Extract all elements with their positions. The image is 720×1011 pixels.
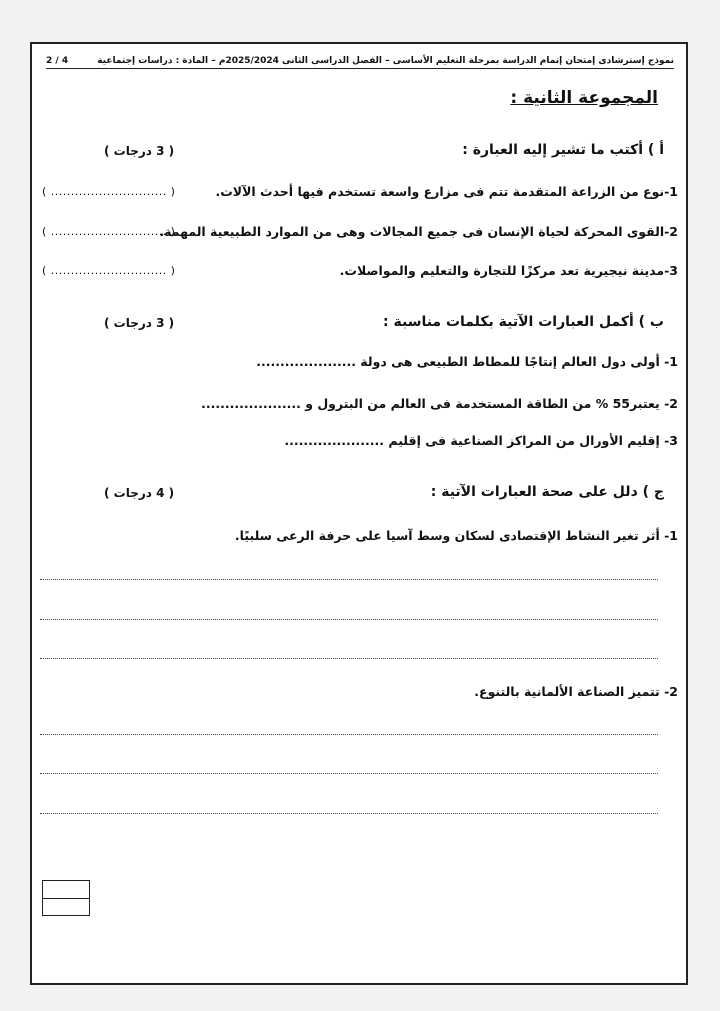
section-b-item-2: 2- يعتبر55 % من الطاقة المستخدمة فى العالم من البترول و .....................: [201, 396, 678, 411]
group-title: المجموعة الثانية :: [510, 88, 658, 108]
exam-header: [46, 56, 674, 69]
answer-line: [40, 619, 658, 620]
section-c-item-1: 1- أثر تغير النشاط الإقتصادى لسكان وسط آسيا على حرفة الرعى سلبيًا.: [234, 528, 678, 543]
score-box: [42, 880, 90, 916]
section-a-marks: ( 3 درجات ): [104, 144, 175, 158]
answer-line: [40, 579, 658, 580]
section-a-blank-2: ( ............................. ): [42, 225, 176, 238]
section-b-title: ب ) أكمل العبارات الآتية بكلمات مناسبة :: [383, 314, 664, 330]
section-a-item-3: 3-مدينة نيجيرية تعد مركزًا للتجارة والتعليم والمواصلات.: [339, 263, 678, 278]
page-number: 2 / 4: [46, 56, 69, 66]
answer-line: [40, 813, 658, 814]
section-c-title: ج ) دلل على صحة العبارات الآتية :: [430, 484, 664, 500]
score-box-divider: [43, 898, 89, 899]
section-a-item-1: 1-نوع من الزراعة المتقدمة تتم فى مزارع واسعة تستخدم فيها أحدث الآلات.: [215, 184, 678, 199]
section-a-blank-1: ( ............................. ): [42, 185, 176, 198]
section-b-marks: ( 3 درجات ): [104, 316, 175, 330]
exam-page: [30, 42, 688, 985]
section-a-item-2: 2-القوى المحركة لحياة الإنسان فى جميع المجالات وهى من الموارد الطبيعية المهمة.: [159, 224, 678, 239]
answer-line: [40, 658, 658, 659]
section-c-item-2: 2- تتميز الصناعة الألمانية بالتنوع.: [474, 684, 678, 699]
section-c-marks: ( 4 درجات ): [104, 486, 175, 500]
section-a-title: أ ) أكتب ما تشير إليه العبارة :: [462, 142, 664, 158]
section-a-blank-3: ( ............................. ): [42, 264, 176, 277]
section-b-item-1: 1- أولى دول العالم إنتاجًا للمطاط الطبيعى هى دولة .....................: [256, 354, 678, 369]
section-b-item-3: 3- إقليم الأورال من المراكز الصناعية فى إقليم .....................: [284, 433, 678, 448]
header-text: نموذج إسترشادى إمتحان إتمام الدراسة بمرحلة التعليم الأساسى – الفصل الدراسى الثانى 2025/2024م – المادة : دراسات إجتماعية: [97, 56, 674, 66]
answer-line: [40, 773, 658, 774]
answer-line: [40, 734, 658, 735]
